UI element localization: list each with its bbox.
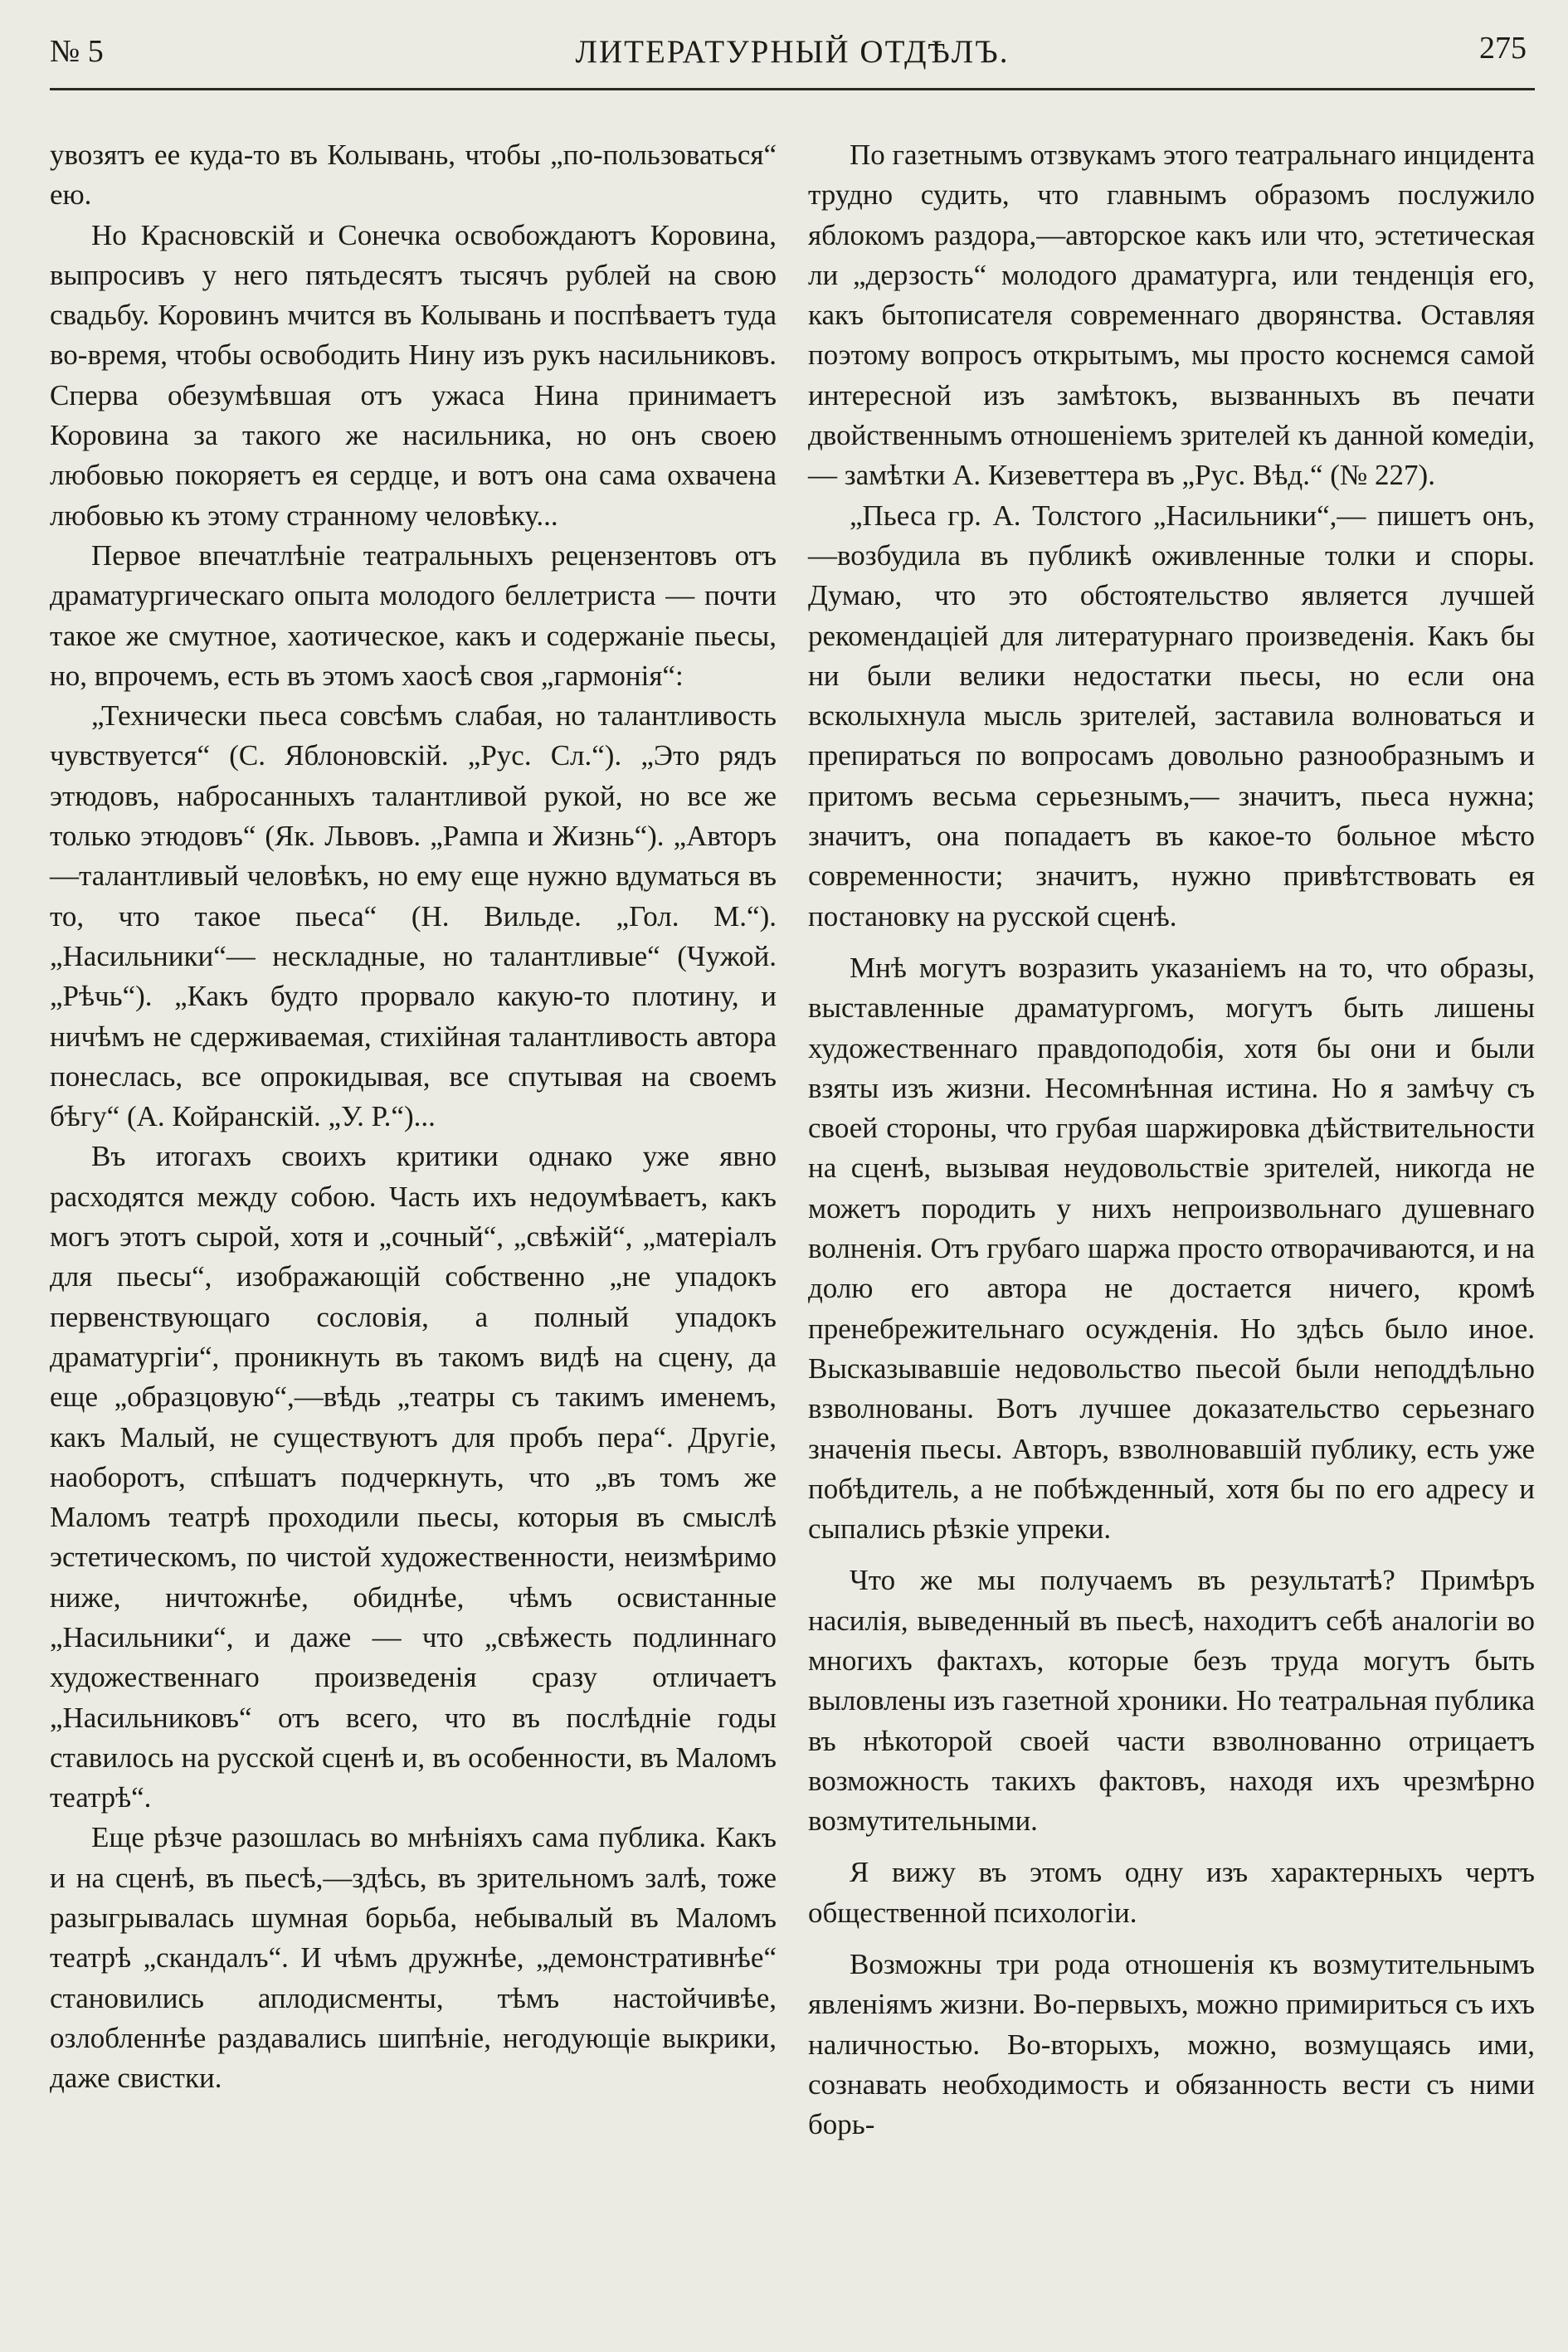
paragraph: Возможны три рода отношенія къ возмутительнымъ явленіямъ жизни. Во-первыхъ, можно примириться съ ихъ наличностью. Во-вторыхъ, можно, возмущаясь ими, сознавать необходимость и обязанность вести съ ними борь- bbox=[808, 1948, 1535, 2141]
left-column bbox=[50, 135, 777, 2145]
paragraph: Мнѣ могутъ возразить указаніемъ на то, что образы, выставленные драматургомъ, могутъ быть лишены художественнаго правдоподобія, хотя бы они и были взяты изъ жизни. Несомнѣнная истина. Но я замѣчу съ своей стороны, что грубая шаржировка дѣйствительности на сценѣ, вызывая неудовольствіе зрителей, никогда не можетъ породить у нихъ непроизвольнаго душевнаго волненія. Отъ грубаго шаржа просто отворачиваются, и на долю его автора не достается ничего, кромѣ пренебрежительнаго осужденія. Но здѣсь было иное. Высказывавшіе недовольство пьесой были неподдѣльно взволнованы. Вотъ лучшее доказательство серьезнаго значенія пьесы. Авторъ, взволновавшій публику, есть уже побѣдитель, а не побѣжденный, хотя бы по его адресу и сыпались рѣзкіе упреки. bbox=[808, 951, 1535, 1546]
quoted-reviews-paragraph: „Технически пьеса совсѣмъ слабая, но талантливость чувствуется“ (С. Яблоновскій. „Рус. Сл.“). „Это рядъ этюдовъ, набросанныхъ талантливой рукой, но все же только этюдовъ“ (Як. Львовъ. „Рампа и Жизнь“). „Авторъ—талантливый человѣкъ, но ему еще нужно вдуматься въ то, что такое пьеса“ (Н. Вильде. „Гол. М.“). „Насильники“— нескладные, но талантливые“ (Чужой. „Рѣчь“). „Какъ будто прорвало какую-то плотину, и ничѣмъ не сдерживаемая, стихійная талантливость автора понеслась, все опрокидывая, все спутывая на своемъ бѣгу“ (А. Койранскій. „У. Р.“)... bbox=[50, 699, 777, 1133]
running-head bbox=[50, 30, 1535, 90]
paragraph: Я вижу въ этомъ одну изъ характерныхъ чертъ общественной психологіи. bbox=[808, 1856, 1535, 1929]
section-title: ЛИТЕРАТУРНЫЙ ОТДѢЛЪ. bbox=[575, 34, 1010, 70]
paragraph: „Пьеса гр. А. Толстого „Насильники“,— пишетъ онъ,—возбудила въ публикѣ оживленные толки и споры. Думаю, что это обстоятельство является лучшей рекомендаціей для литературнаго произведенія. Какъ бы ни были велики недостатки пьесы, но если она всколыхнула мысль зрителей, заставила волноваться и препираться по вопросамъ довольно разнообразнымъ и притомъ весьма серьезнымъ,— значитъ, пьеса нужна; значитъ, она попадаетъ въ какое-то больное мѣсто современности; значитъ, нужно привѣтствовать ея постановку на русской сценѣ. bbox=[808, 499, 1535, 933]
text-columns bbox=[50, 135, 1535, 2145]
paragraph: Первое впечатлѣніе театральныхъ рецензентовъ отъ драматургическаго опыта молодого беллетриста — почти такое же смутное, хаотическое, какъ и содержаніе пьесы, но, впрочемъ, есть въ этомъ хаосѣ своя „гармонія“: bbox=[50, 538, 777, 692]
page-number: 275 bbox=[1479, 31, 1527, 66]
paragraph: Что же мы получаемъ въ результатѣ? Примѣръ насилія, выведенный въ пьесѣ, находитъ себѣ аналогіи во многихъ фактахъ, которые безъ труда могутъ быть выловлены изъ газетной хроники. Но театральная публика въ нѣкоторой своей части взволнованно отрицаетъ возможность такихъ фактовъ, находя ихъ чрезмѣрно возмутительными. bbox=[808, 1564, 1535, 1838]
paragraph: По газетнымъ отзвукамъ этого театральнаго инцидента трудно судить, что главнымъ образомъ послужило яблокомъ раздора,—авторское какъ или что, эстетическая ли „дерзость“ молодого драматурга, или тенденція его, какъ бытописателя современнаго дворянства. Оставляя поэтому вопросъ открытымъ, мы просто коснемся самой интересной изъ замѣтокъ, вызванныхъ въ печати двойственнымъ отношеніемъ зрителей къ данной комедіи,— замѣтки А. Кизеветтера въ „Рус. Вѣд.“ (№ 227). bbox=[808, 139, 1535, 492]
issue-number: № 5 bbox=[50, 34, 104, 69]
paragraph: Еще рѣзче разошлась во мнѣніяхъ сама публика. Какъ и на сценѣ, въ пьесѣ,—здѣсь, въ зрительномъ залѣ, тоже разыгрывалась шумная борьба, небывалый въ Маломъ театрѣ „скандалъ“. И чѣмъ дружнѣе, „демонстративнѣе“ становились аплодисменты, тѣмъ настойчивѣе, озлобленнѣе раздавались шипѣніе, негодующіе выкрики, даже свистки. bbox=[50, 1821, 777, 2095]
right-column bbox=[808, 135, 1535, 2145]
paragraph: Въ итогахъ своихъ критики однако уже явно расходятся между собою. Часть ихъ недоумѣваетъ, какъ могъ этотъ сырой, хотя и „сочный“, „свѣжій“, „матеріалъ для пьесы“, изображающій собственно „не упадокъ первенствующаго сословія, а полный упадокъ драматургіи“, проникнуть въ такомъ видѣ на сцену, да еще „образцовую“,—вѣдь „театры съ такимъ именемъ, какъ Малый, не существуютъ для пробъ пера“. Другіе, наоборотъ, спѣшатъ подчеркнуть, что „въ томъ же Маломъ театрѣ проходили пьесы, которыя въ смыслѣ эстетическомъ, по чистой художественности, неизмѣримо ниже, ничтожнѣе, обиднѣе, чѣмъ освистанные „Насильники“, и даже — что „свѣжесть подлиннаго художественнаго произведенія сразу отличаетъ „Насильниковъ“ отъ всего, что въ послѣдніе годы ставилось на русской сценѣ и, въ особенности, въ Маломъ театрѣ“. bbox=[50, 1140, 777, 1814]
paragraph: Но Красновскій и Сонечка освобождаютъ Коровина, выпросивъ у него пятьдесятъ тысячъ рублей на свою свадьбу. Коровинъ мчится въ Колывань и поспѣваетъ туда во-время, чтобы освободить Нину изъ рукъ насильниковъ. Сперва обезумѣвшая отъ ужаса Нина принимаетъ Коровина за такого же насильника, но онъ своею любовью покоряетъ ея сердце, и вотъ она сама охвачена любовью къ этому странному человѣку... bbox=[50, 218, 777, 532]
paragraph: увозятъ ее куда-то въ Колывань, чтобы „по-пользоваться“ ею. bbox=[50, 139, 777, 212]
